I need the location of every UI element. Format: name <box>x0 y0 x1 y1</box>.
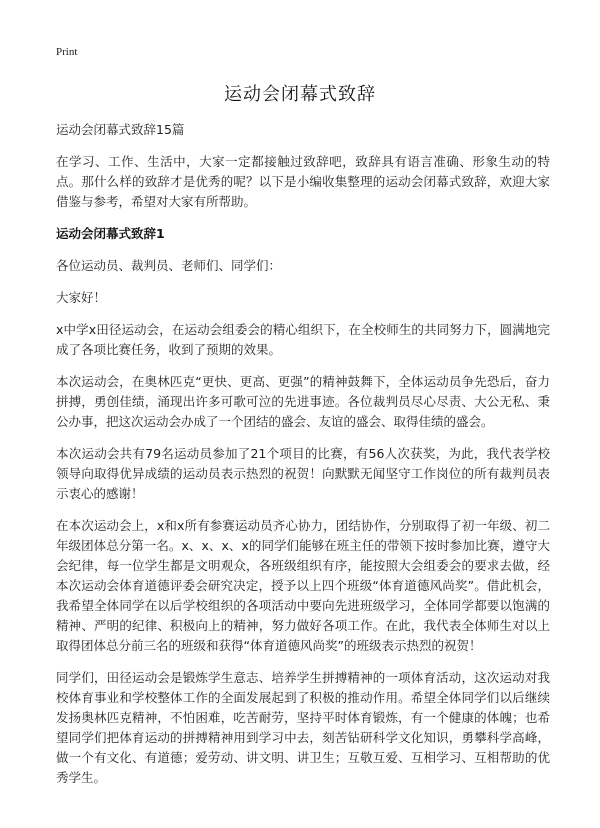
paragraph-completion: x中学x田径运动会，在运动会组委会的精心组织下，在全校师生的共同努力下，圆满地完成了各项比赛任务，收到了预期的效果。 <box>56 322 550 357</box>
intro-paragraph: 在学习、工作、生活中，大家一定都接触过致辞吧，致辞具有语言准确、形象生动的特点。那什么样的致辞才是优秀的呢？以下是小编收集整理的运动会闭幕式致辞，欢迎大家借鉴与参考，希望对大家有所帮助。 <box>56 154 550 209</box>
print-link[interactable]: Print <box>56 46 78 58</box>
document-subtitle: 运动会闭幕式致辞15篇 <box>56 122 185 137</box>
section-heading: 运动会闭幕式致辞1 <box>56 226 165 241</box>
paragraph-closing: 同学们，田径运动会是锻炼学生意志、培养学生拼搏精神的一项体育活动，这次运动对我校体育事业和学校整体工作的全面发展起到了积极的推动作用。希望全体同学们以后继续发扬奥林匹克精神，不怕困难，吃苦耐劳，坚持平时体育锻炼，有一个健康的体魄；也希望同学们把体育运动的拼搏精神用到学习中去，刻苦钻研科学文化知识，勇攀科学高峰，做一个有文化、有道德；爱劳动、讲文明、讲卫生；互敬互爱、互相学习、互相帮助的优秀学生。 <box>56 670 550 785</box>
page-title: 运动会闭幕式致辞 <box>224 84 376 105</box>
document-body <box>56 120 550 800</box>
paragraph-olympic-spirit: 本次运动会，在奥林匹克“更快、更高、更强”的精神鼓舞下，全体运动员争先恐后，奋力拼搏，勇创佳绩，涌现出许多可歌可泣的先进事迹。各位裁判员尽心尽责、大公无私、秉公办事，把这次运动会办成了一个团结的盛会、友谊的盛会、取得佳绩的盛会。 <box>56 374 550 429</box>
paragraph-greeting-list: 各位运动员、裁判员、老师们、同学们： <box>56 258 282 273</box>
paragraph-statistics: 本次运动会共有79名运动员参加了21个项目的比赛，有56人次获奖，为此，我代表学校领导向取得优异成绩的运动员表示热烈的祝贺！向默默无闻坚守工作岗位的所有裁判员表示衷心的感谢！ <box>56 446 550 501</box>
paragraph-awards: 在本次运动会上，x和x所有参赛运动员齐心协力，团结协作，分别取得了初一年级、初二年级团体总分第一名。x、x、x、x的同学们能够在班主任的带领下按时参加比赛，遵守大会纪律，每一位学生都是文明观众，各班级组织有序，能按照大会组委会的要求去做，经本次运动会体育道德评委会研究决定，授予以上四个班级“体育道德风尚奖”。借此机会，我希望全体同学在以后学校组织的各项活动中要向先进班级学习，全体同学都要以饱满的精神、严明的纪律、积极向上的精神，努力做好各项工作。在此，我代表全体师生对以上取得团体总分前三名的班级和获得“体育道德风尚奖”的班级表示热烈的祝贺！ <box>56 518 550 653</box>
paragraph-hello: 大家好！ <box>56 290 107 305</box>
